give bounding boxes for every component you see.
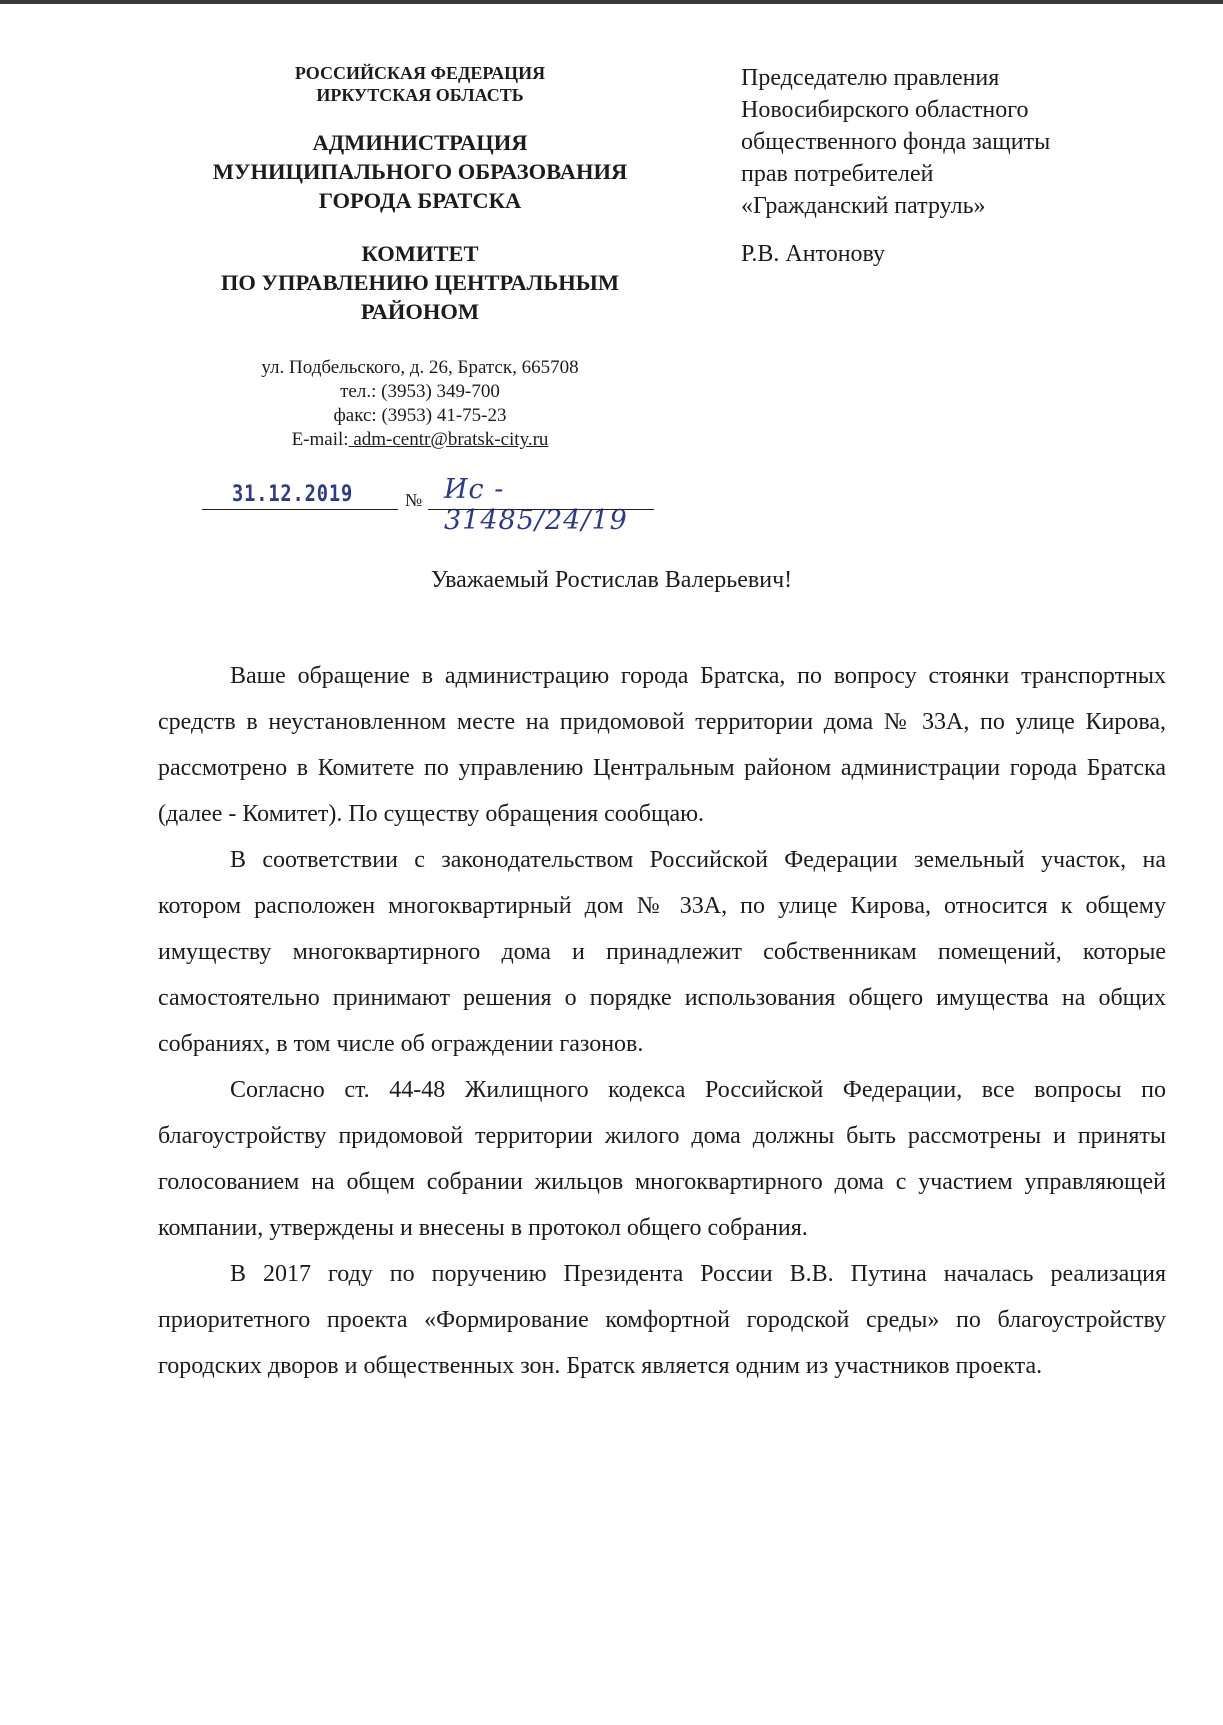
admin-line-1: АДМИНИСТРАЦИЯ xyxy=(312,130,528,155)
committee-line-3: РАЙОНОМ xyxy=(360,299,480,324)
sender-address: ул. Подбельского, д. 26, Братск, 665708 xyxy=(261,357,579,378)
region-line: ИРКУТСКАЯ ОБЛАСТЬ xyxy=(316,85,524,105)
sender-fax: факс: (3953) 41-75-23 xyxy=(333,405,507,426)
recipient-line-4: прав потребителей xyxy=(741,161,934,187)
paragraph: Ваше обращение в администрацию города Братска, по вопросу стоянки транспортных средств в неустановленном месте на придомовой территории дома № 33А, по улице Кирова, рассмотрено в Комитете по управлению Центральным районом администрации города Братска (далее - Комитет). По существу обращения сообщаю. xyxy=(158,663,1166,827)
scan-top-edge xyxy=(0,0,1223,4)
registration-number: Ис - 31485/24/19 xyxy=(444,474,628,536)
paragraph: В соответствии с законодательством Российской Федерации земельный участок, на котором расположен многоквартирный дом № 33А, по улице Кирова, относится к общему имуществу многоквартирного дома и принадлежит собственникам помещений, которые самостоятельно принимают решения о порядке использования общего имущества на общих собраниях, в том числе об ограждении газонов. xyxy=(158,847,1166,1057)
admin-line-2: МУНИЦИПАЛЬНОГО ОБРАЗОВАНИЯ xyxy=(212,159,628,184)
country-line: РОССИЙСКАЯ ФЕДЕРАЦИЯ xyxy=(294,63,546,83)
recipient-line-1: Председателю правления xyxy=(741,65,1000,91)
date-underline xyxy=(202,509,398,510)
letter-body xyxy=(158,653,1166,1389)
sender-letterhead xyxy=(170,62,670,452)
sender-phone: тел.: (3953) 349-700 xyxy=(340,381,500,402)
committee-line-1: КОМИТЕТ xyxy=(361,241,479,266)
number-label: № xyxy=(405,490,423,510)
recipient-line-3: общественного фонда защиты xyxy=(741,129,1051,155)
email-label: E-mail: xyxy=(291,429,349,450)
registration-line xyxy=(202,474,682,536)
committee-line-2: ПО УПРАВЛЕНИЮ ЦЕНТРАЛЬНЫМ xyxy=(220,270,620,295)
recipient-line-2: Новосибирского областного xyxy=(741,97,1029,123)
recipient-name: Р.В. Антонову xyxy=(741,241,886,267)
admin-line-3: ГОРОДА БРАТСКА xyxy=(318,188,522,213)
paragraph: Согласно ст. 44-48 Жилищного кодекса Российской Федерации, все вопросы по благоустройству придомовой территории жилого дома должны быть рассмотрены и приняты голосованием на общем собрании жильцов многоквартирного дома с участием управляющей компании, утверждены и внесены в протокол общего собрания. xyxy=(158,1077,1166,1241)
recipient-block xyxy=(741,62,1181,270)
recipient-line-5: «Гражданский патруль» xyxy=(741,193,986,219)
email-link[interactable]: adm-centr@bratsk-city.ru xyxy=(348,429,549,450)
greeting: Уважаемый Ростислав Валерьевич! xyxy=(430,567,793,593)
number-underline xyxy=(428,509,654,510)
paragraph: В 2017 году по поручению Президента России В.В. Путина началась реализация приоритетного проекта «Формирование комфортной городской среды» по благоустройству городских дворов и общественных зон. Братск является одним из участников проекта. xyxy=(158,1261,1166,1379)
sender-email-row xyxy=(170,428,670,452)
registration-date: 31.12.2019 xyxy=(232,482,354,507)
